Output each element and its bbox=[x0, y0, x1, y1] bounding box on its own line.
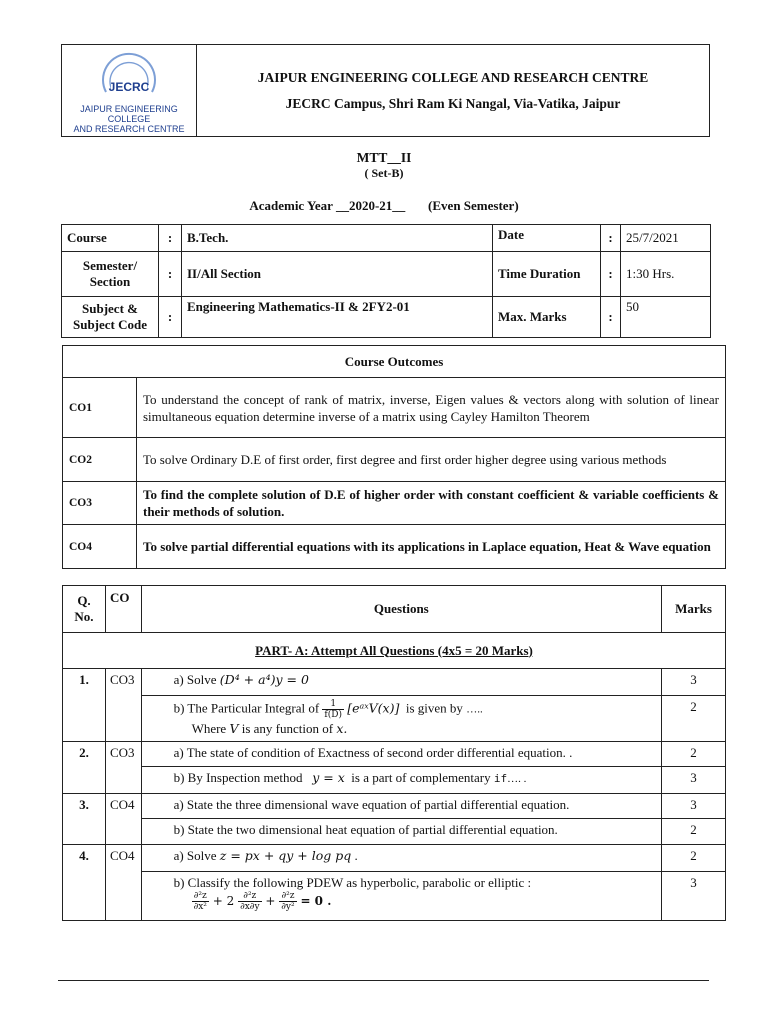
info-row-course bbox=[62, 225, 711, 252]
date-value: 25/7/2021 bbox=[621, 225, 711, 252]
logo-mark: JECRC bbox=[108, 79, 150, 94]
marks-header: Marks bbox=[662, 586, 726, 633]
pde-expression bbox=[174, 891, 332, 912]
fraction bbox=[238, 891, 261, 912]
math-expression: y = x bbox=[312, 770, 345, 785]
var-v: V bbox=[229, 721, 239, 736]
fraction-numerator: 1 bbox=[322, 699, 344, 710]
plus-term: + 2 bbox=[212, 894, 235, 908]
question-number: 1. bbox=[63, 669, 106, 742]
question-part-b: State the two dimensional heat equation of partial differential equation. bbox=[187, 822, 558, 837]
sub-label: a) bbox=[173, 745, 184, 760]
subject-value: Engineering Mathematics-II & 2FY2-01 bbox=[182, 297, 493, 338]
question-marks: 3 bbox=[662, 669, 726, 696]
colon: : bbox=[601, 252, 621, 297]
sub-label: a) bbox=[173, 848, 184, 863]
co-row bbox=[63, 525, 726, 569]
sub-label: b) bbox=[173, 770, 185, 785]
question-marks: 2 bbox=[662, 845, 726, 872]
duration-value: 1:30 Hrs. bbox=[621, 252, 711, 297]
question-text bbox=[141, 794, 661, 819]
logo-text bbox=[62, 104, 196, 134]
colon: : bbox=[159, 252, 182, 297]
college-name: JAIPUR ENGINEERING COLLEGE AND RESEARCH CENTRE bbox=[257, 69, 649, 85]
co-header: CO bbox=[106, 586, 142, 633]
question-row bbox=[63, 742, 726, 767]
course-value: B.Tech. bbox=[182, 225, 493, 252]
question-part-b: The Particular Integral of bbox=[187, 700, 320, 716]
colon: : bbox=[601, 297, 621, 338]
institution-cell bbox=[197, 45, 709, 136]
co-row bbox=[63, 482, 726, 525]
fraction-denominator: f(D) bbox=[324, 710, 342, 720]
fraction-denominator: ∂x² bbox=[193, 902, 207, 912]
fraction-numerator: ∂²z bbox=[238, 891, 261, 902]
questions-table bbox=[62, 585, 726, 921]
math-expression: z = px + qy + log pq bbox=[219, 848, 352, 863]
plus-term: + bbox=[265, 894, 276, 908]
sub-label: b) bbox=[173, 822, 185, 837]
header-box bbox=[61, 44, 710, 137]
date-label: Date bbox=[493, 225, 601, 252]
sub-label: b) bbox=[173, 875, 185, 890]
college-logo-icon bbox=[92, 48, 166, 102]
sub-label: a) bbox=[173, 672, 184, 687]
co-header-row bbox=[63, 346, 726, 378]
academic-year: Academic Year __2020-21__ (Even Semester) bbox=[249, 198, 519, 213]
questions-header: Questions bbox=[141, 586, 661, 633]
co-row bbox=[63, 378, 726, 438]
end-period: . bbox=[354, 848, 358, 863]
course-outcomes-table bbox=[62, 345, 726, 569]
if-text: if bbox=[493, 772, 508, 785]
question-text bbox=[141, 669, 661, 696]
colon: : bbox=[159, 297, 182, 338]
question-text bbox=[141, 845, 661, 872]
question-text bbox=[141, 767, 661, 794]
question-marks: 2 bbox=[662, 819, 726, 845]
logo-line2: AND RESEARCH CENTRE bbox=[73, 123, 185, 134]
question-marks: 2 bbox=[662, 696, 726, 742]
question-text bbox=[141, 696, 661, 742]
question-part-a: Solve bbox=[186, 672, 217, 687]
math-expression: (D⁴ + a⁴)y = 0 bbox=[219, 672, 309, 687]
duration-label: Time Duration bbox=[493, 252, 601, 297]
question-text bbox=[141, 872, 661, 921]
equals-zero: = 0 . bbox=[300, 894, 332, 908]
footer-divider bbox=[58, 980, 709, 981]
where-mid: is any function of bbox=[241, 721, 334, 736]
co-text: To understand the concept of rank of matrix, inverse, Eigen values & vectors along with solution of linear simultaneous equation determine inverse of a matrix using Cayley Hamilton Theorem bbox=[137, 378, 726, 438]
part-a-row bbox=[63, 633, 726, 669]
fraction-numerator: ∂²z bbox=[279, 891, 296, 902]
co-code: CO3 bbox=[63, 482, 137, 525]
question-marks: 3 bbox=[662, 872, 726, 921]
colon: : bbox=[159, 225, 182, 252]
question-part-a: The state of condition of Exactness of second order differential equation. . bbox=[186, 745, 573, 760]
var-x: x. bbox=[336, 721, 348, 736]
question-marks: 3 bbox=[662, 794, 726, 819]
question-number: 4. bbox=[63, 845, 106, 921]
logo-line1: JAIPUR ENGINEERING COLLEGE bbox=[80, 103, 178, 124]
co-text: To find the complete solution of D.E of higher order with constant coefficient & variable coefficients & their methods of solution. bbox=[137, 482, 726, 525]
where-text: Where bbox=[191, 721, 227, 736]
logo-cell bbox=[62, 45, 197, 136]
fraction-denominator: ∂x∂y bbox=[240, 902, 260, 912]
exam-set: ( Set-B) bbox=[364, 166, 404, 180]
semester-value: II/All Section bbox=[182, 252, 493, 297]
college-address: JECRC Campus, Shri Ram Ki Nangal, Via-Vatika, Jaipur bbox=[285, 95, 621, 111]
question-part-a: State the three dimensional wave equation of partial differential equation. bbox=[186, 797, 570, 812]
course-outcomes-title: Course Outcomes bbox=[63, 346, 726, 378]
question-row bbox=[63, 872, 726, 921]
question-number: 3. bbox=[63, 794, 106, 845]
part-a-title: PART- A: Attempt All Questions (4x5 = 20 Marks) bbox=[63, 633, 726, 669]
info-row-subject bbox=[62, 297, 711, 338]
question-part-a: Solve bbox=[186, 848, 217, 863]
question-row bbox=[63, 819, 726, 845]
qno-header: Q. No. bbox=[63, 586, 106, 633]
marks-label: Max. Marks bbox=[493, 297, 601, 338]
colon: : bbox=[601, 225, 621, 252]
question-row bbox=[63, 767, 726, 794]
semester-label: Semester/ Section bbox=[62, 252, 159, 297]
course-label: Course bbox=[62, 225, 159, 252]
question-row bbox=[63, 669, 726, 696]
question-row bbox=[63, 794, 726, 819]
sub-label: a) bbox=[173, 797, 184, 812]
exam-title: MTT__II bbox=[356, 150, 412, 165]
question-part-b: By Inspection method bbox=[187, 770, 303, 785]
co-text: To solve Ordinary D.E of first order, first degree and first order higher degree using various methods bbox=[137, 438, 726, 482]
co-row bbox=[63, 438, 726, 482]
questions-header-row bbox=[63, 586, 726, 633]
subject-label: Subject & Subject Code bbox=[62, 297, 159, 338]
info-row-semester bbox=[62, 252, 711, 297]
math-expression: [eᵃˣV(x)] bbox=[347, 700, 400, 716]
co-code: CO4 bbox=[63, 525, 137, 569]
question-co: CO4 bbox=[106, 794, 142, 845]
question-text-cont: is a part of complementary bbox=[351, 770, 491, 785]
question-row bbox=[63, 696, 726, 742]
question-row bbox=[63, 845, 726, 872]
question-marks: 3 bbox=[662, 767, 726, 794]
exam-info-table bbox=[61, 224, 711, 338]
question-co: CO3 bbox=[106, 742, 142, 794]
question-number: 2. bbox=[63, 742, 106, 794]
question-co: CO3 bbox=[106, 669, 142, 742]
fraction-numerator: ∂²z bbox=[192, 891, 209, 902]
co-code: CO2 bbox=[63, 438, 137, 482]
blank-dots: ….. bbox=[466, 703, 483, 716]
blank-dots: …. . bbox=[507, 773, 527, 785]
marks-value: 50 bbox=[621, 297, 711, 338]
question-text bbox=[141, 742, 661, 767]
co-text: To solve partial differential equations with its applications in Laplace equation, Heat & Wave equation bbox=[137, 525, 726, 569]
question-marks: 2 bbox=[662, 742, 726, 767]
co-code: CO1 bbox=[63, 378, 137, 438]
question-co: CO4 bbox=[106, 845, 142, 921]
question-part-b: Classify the following PDEW as hyperbolic, parabolic or elliptic : bbox=[187, 875, 532, 890]
fraction-denominator: ∂y² bbox=[281, 902, 295, 912]
sub-label: b) bbox=[173, 700, 185, 716]
question-text bbox=[141, 819, 661, 845]
fraction bbox=[322, 699, 344, 720]
fraction bbox=[279, 891, 296, 912]
question-text-cont: is given by bbox=[405, 700, 463, 716]
fraction bbox=[192, 891, 209, 912]
